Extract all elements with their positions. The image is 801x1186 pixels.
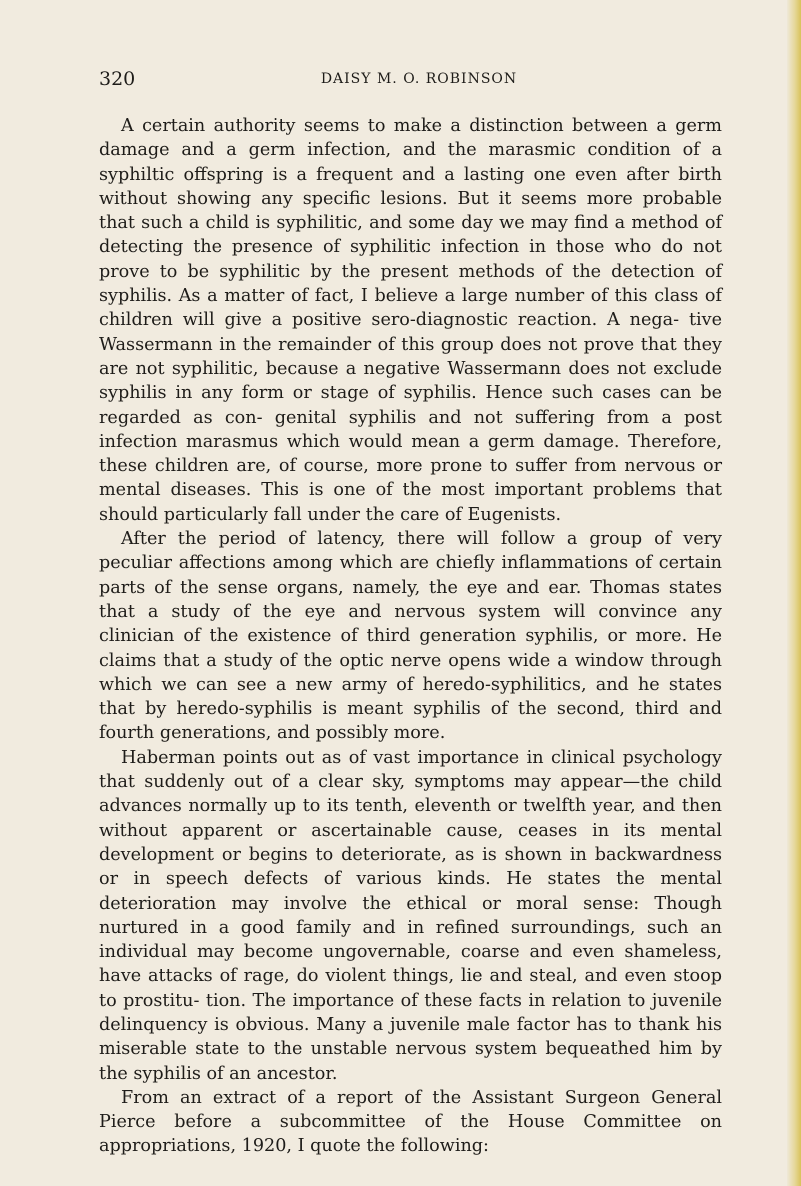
page-number: 320 xyxy=(99,68,136,90)
paragraph-germ-damage: A certain authority seems to make a distinction between a germ damage and a germ infection, and the marasmic condition of a syphiltic offspring is a frequent and a lasting one even after birth without showing any specific lesions. But it seems more probable that such a child is syphilitic, and some day we may find a method of detecting the presence of syphilitic infection in those who do not prove to be syphilitic by the present methods of the detection of syphilis. As a matter of fact, I believe a large number of this class of children will give a positive sero-diagnostic reaction. A nega- tive Wassermann in the remainder of this group does not prove that they are not syphilitic, because a negative Wassermann does not exclude syphilis in any form or stage of syphilis. Hence such cases can be regarded as con- genital syphilis and not suffering from a post infection marasmus which would mean a germ damage. Therefore, these children are, of course, more prone to suffer from nervous or mental diseases. This is one of the most important problems that should particularly fall under the care of Eugenists. xyxy=(99,116,722,525)
body-text xyxy=(99,114,722,1159)
page-edge xyxy=(787,0,801,1186)
paragraph-period-of-latency: After the period of latency, there will follow a group of very peculiar affections among which are chiefly inflammations of certain parts of the sense organs, namely, the eye and ear. Thomas states that a study of the eye and nervous system will convince any clinician of the existence of third generation syphilis, or more. He claims that a study of the optic nerve opens wide a window through which we can see a new army of heredo-syphilitics, and he states that by heredo-syphilis is meant syphilis of the second, third and fourth generations, and possibly more. xyxy=(99,529,722,744)
paragraph-report-extract: From an extract of a report of the Assistant Surgeon General Pierce before a subcommittee of the House Committee on appropriations, 1920, I quote the following: xyxy=(99,1087,722,1157)
page-header xyxy=(99,68,739,94)
paragraph-haberman: Haberman points out as of vast importance in clinical psychology that suddenly out of a clear sky, symptoms may appear—the child advances normally up to its tenth, eleventh or twelfth year, and then without apparent or ascertainable cause, ceases in its mental development or begins to deteriorate, as is shown in backwardness or in speech defects of various kinds. He states the mental deterioration may involve the ethical or moral sense: Though nurtured in a good family and in refined surroundings, such an individual may become ungovernable, coarse and even shameless, have attacks of rage, do violent things, lie and steal, and even stoop to prostitu- tion. The importance of these facts in relation to juvenile delinquency is obvious. Many a juvenile male factor has to thank his miserable state to the unstable nervous system bequeathed him by the syphilis of an ancestor. xyxy=(99,747,722,1084)
running-head: DAISY M. O. ROBINSON xyxy=(320,71,518,87)
